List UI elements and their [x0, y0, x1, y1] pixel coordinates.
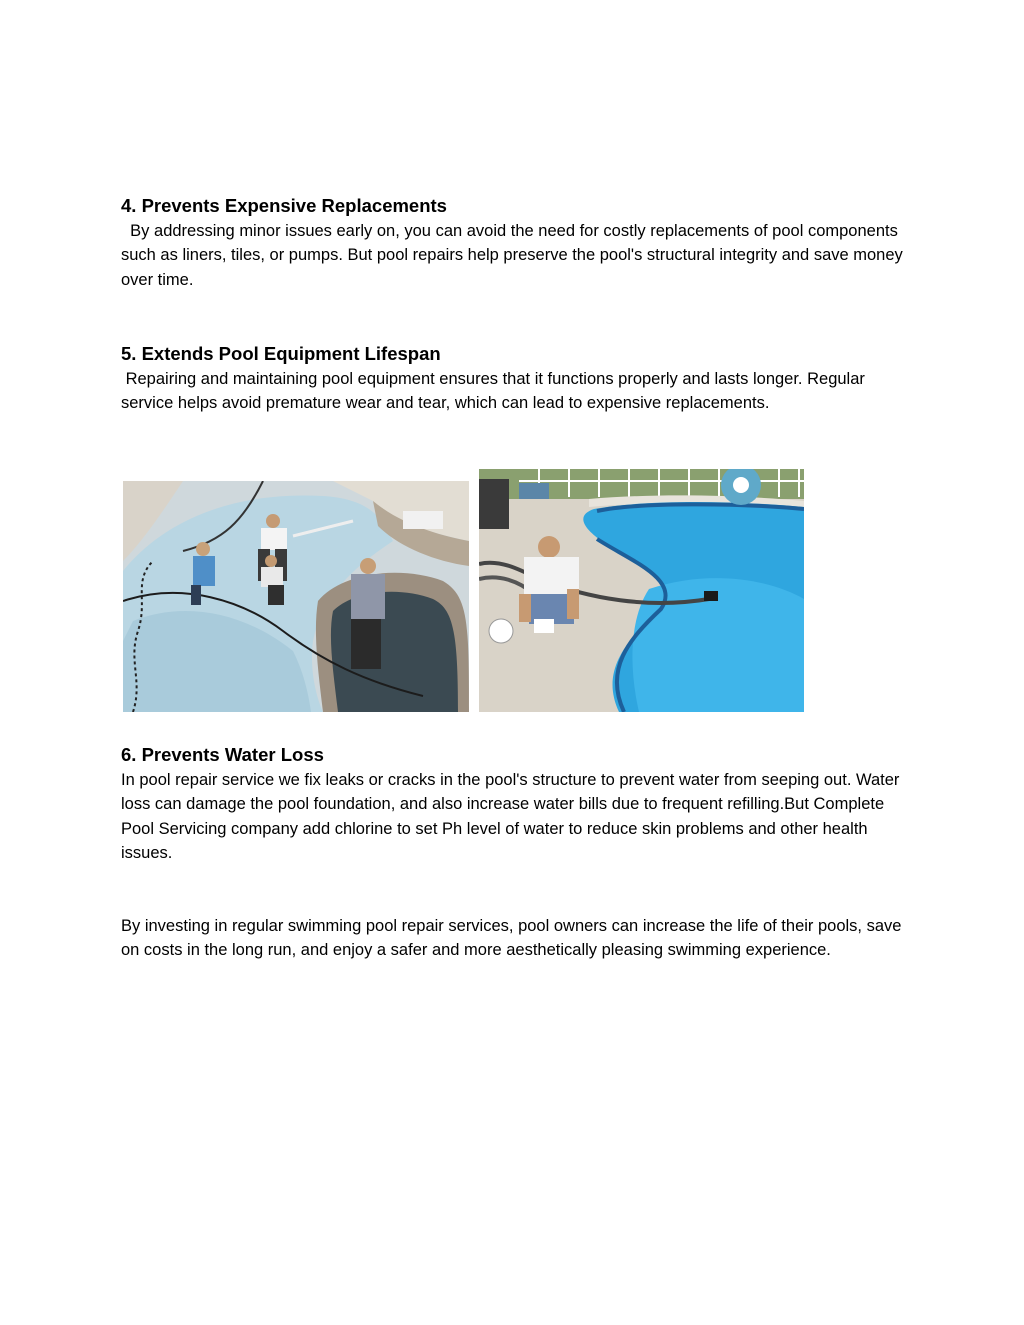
section-6-heading: 6. Prevents Water Loss: [121, 744, 324, 765]
section-5-body: Repairing and maintaining pool equipment ensures that it functions properly and lasts longer. Regular service helps avoid premature wear and tear, which can lead to expensive replacements.: [121, 370, 870, 413]
section-5-heading: 5. Extends Pool Equipment Lifespan: [121, 343, 441, 364]
section-4-heading: 4. Prevents Expensive Replacements: [121, 195, 447, 216]
conclusion-paragraph: By investing in regular swimming pool repair services, pool owners can increase the life of their pools, save on costs in the long run, and enjoy a safer and more aesthetically pleasing swimming experience.: [121, 917, 902, 960]
man-vacuuming-pool-photo: [479, 469, 804, 712]
section-4-body: By addressing minor issues early on, you can avoid the need for costly replacements of pool components such as liners, tiles, or pumps. But pool repairs help preserve the pool's structural integrity and save money over time.: [121, 222, 908, 289]
workers-repairing-empty-pool-photo: [123, 481, 469, 712]
section-6-body: In pool repair service we fix leaks or cracks in the pool's structure to prevent water from seeping out. Water loss can damage the pool foundation, and also increase water bills due to frequent refilling.But Complete Pool Servicing company add chlorine to set Ph level of water to reduce skin problems and other health issues.: [121, 771, 900, 862]
